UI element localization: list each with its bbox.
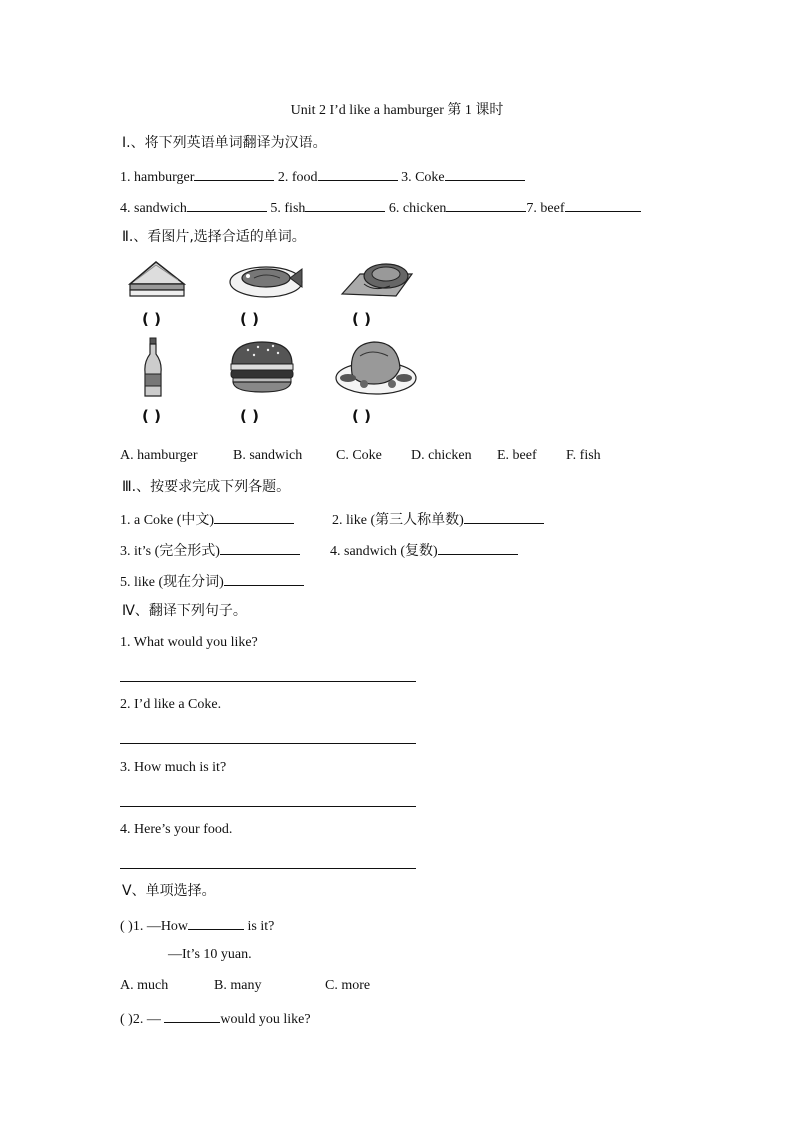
hamburger-icon [228,338,296,394]
section4-heading: Ⅳ、翻译下列句子。 [122,603,247,619]
answer-paren[interactable]: ( ) [142,407,161,425]
answer-blank[interactable] [438,540,518,555]
option-b: B. sandwich [233,448,303,463]
answer-line[interactable] [120,743,416,744]
question-1 [120,915,274,936]
beef-icon [340,256,414,300]
sentence-3: 3. How much is it? [120,760,227,775]
question-1-answer: —It’s 10 yuan. [168,947,252,962]
sandwich-icon [126,258,190,300]
item-fish: 5. fish [270,201,306,216]
section2-heading: Ⅱ.、看图片,选择合适的单词。 [122,229,306,245]
section3-item2 [332,509,544,530]
section5-heading: Ⅴ、单项选择。 [122,883,216,899]
option-d: D. chicken [411,448,472,463]
section1-row2 [120,197,641,218]
item-text: 3. it’s (完全形式) [120,544,220,559]
answer-blank[interactable] [187,197,267,212]
answer-line[interactable] [120,806,416,807]
item-food: 2. food [277,170,318,185]
item-text: 1. a Coke (中文) [120,513,215,528]
answer-blank[interactable] [224,571,304,586]
option-e: E. beef [497,448,537,463]
choice-c: C. more [325,978,371,993]
question-1-prefix: ( )1. —How [120,919,189,934]
item-text: 2. like (第三人称单数) [332,513,464,528]
section3-item1 [120,509,294,530]
answer-blank[interactable] [565,197,641,212]
answer-blank[interactable] [214,509,294,524]
answer-blank[interactable] [446,197,526,212]
answer-line[interactable] [120,868,416,869]
item-text: 5. like (现在分词) [120,575,224,590]
choice-b: B. many [214,978,262,993]
sentence-2: 2. I’d like a Coke. [120,697,222,712]
item-text: 4. sandwich (复数) [330,544,438,559]
section1-heading: Ⅰ.、将下列英语单词翻译为汉语。 [122,135,327,151]
section3-item5 [120,571,304,592]
section3-heading: Ⅲ.、按要求完成下列各题。 [122,479,291,495]
answer-blank[interactable] [220,540,300,555]
question-2-prefix: ( )2. — [120,1012,165,1027]
question-2-suffix: would you like? [220,1012,311,1027]
option-c: C. Coke [336,448,382,463]
fish-icon [228,258,304,300]
answer-paren[interactable]: ( ) [142,310,161,328]
question-2 [120,1008,311,1029]
option-f: F. fish [566,448,601,463]
answer-blank[interactable] [194,166,274,181]
item-chicken: 6. chicken [388,201,447,216]
answer-paren[interactable]: ( ) [352,407,371,425]
item-sandwich: 4. sandwich [120,201,187,216]
answer-blank[interactable] [464,509,544,524]
sentence-4: 4. Here’s your food. [120,822,233,837]
answer-blank[interactable] [164,1008,220,1023]
sentence-1: 1. What would you like? [120,635,258,650]
item-coke: 3. Coke [401,170,445,185]
question-1-suffix: is it? [244,919,275,934]
answer-paren[interactable]: ( ) [240,407,259,425]
answer-blank[interactable] [318,166,398,181]
coke-bottle-icon [140,336,166,400]
item-hamburger: 1. hamburger [120,170,195,185]
section3-item4 [330,540,518,561]
option-a: A. hamburger [120,448,198,463]
section3-item3 [120,540,300,561]
chicken-icon [334,334,418,396]
answer-blank[interactable] [445,166,525,181]
section1-row1 [120,166,525,187]
answer-blank[interactable] [188,915,244,930]
answer-line[interactable] [120,681,416,682]
answer-blank[interactable] [305,197,385,212]
page-title: Unit 2 I’d like a hamburger 第 1 课时 [290,103,504,118]
answer-paren[interactable]: ( ) [240,310,259,328]
choice-a: A. much [120,978,169,993]
item-beef: 7. beef [526,201,565,216]
answer-paren[interactable]: ( ) [352,310,371,328]
